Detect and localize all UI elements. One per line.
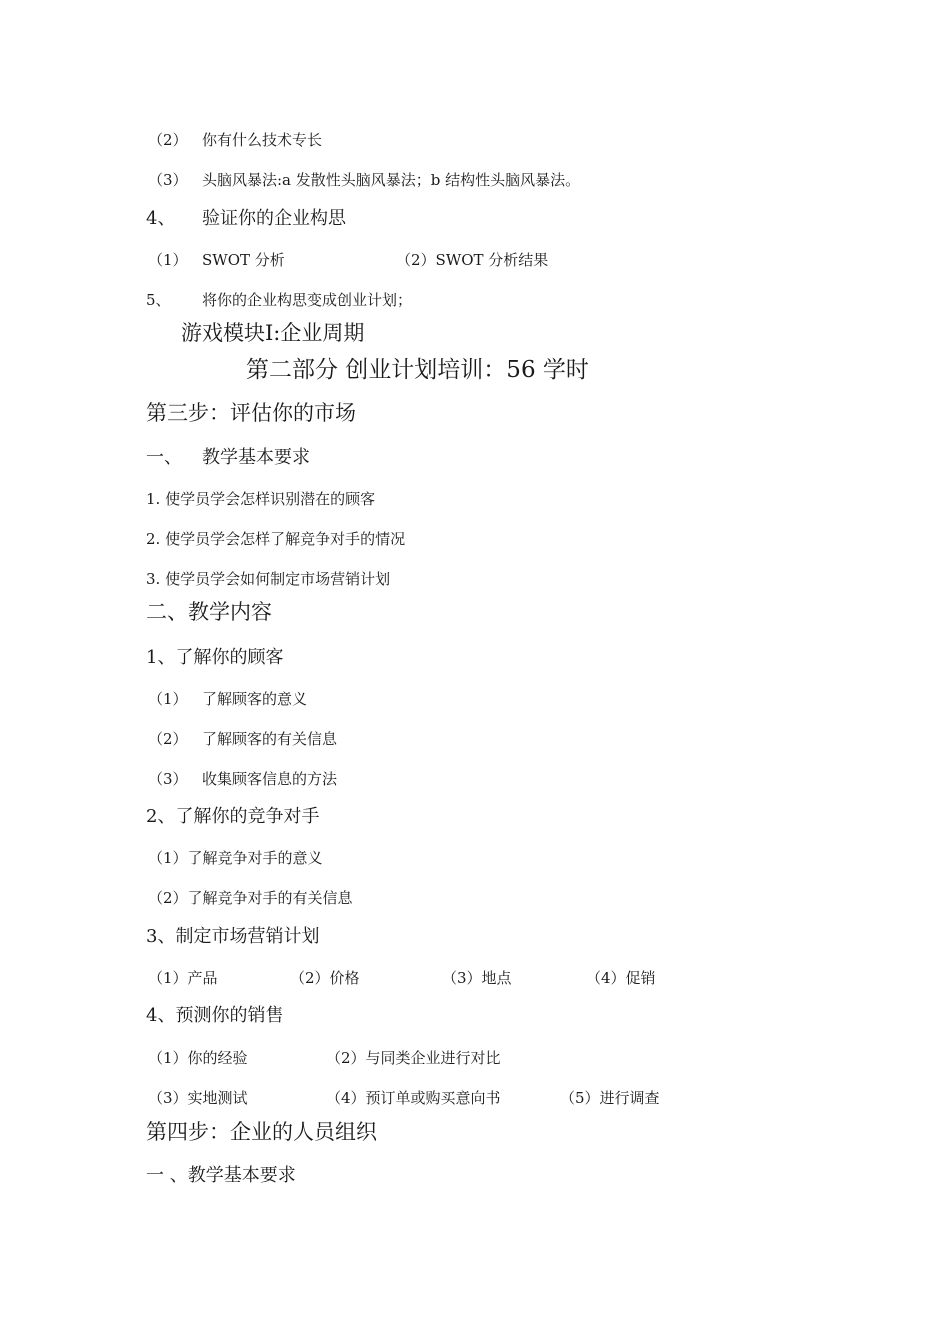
item-text: （3）地点 [442, 969, 512, 987]
item-text: （1）你的经验 [148, 1049, 248, 1067]
item-text: （2）与同类企业进行对比 [326, 1049, 501, 1067]
item-number: （3） [148, 171, 188, 189]
step-heading: 第三步：评估你的市场 [146, 401, 356, 425]
section-heading: 教学基本要求 [202, 447, 310, 468]
goal-item: 3. 使学员学会如何制定市场营销计划 [146, 570, 391, 588]
item-text: SWOT 分析 [202, 251, 285, 269]
item-text: 收集顾客信息的方法 [202, 770, 338, 788]
part-heading: 第二部分 创业计划培训：56 学时 [246, 357, 589, 383]
section-heading: 验证你的企业构思 [202, 208, 346, 229]
item-text: （5）进行调查 [560, 1089, 660, 1107]
goal-item: 2. 使学员学会怎样了解竞争对手的情况 [146, 530, 406, 548]
item-text: （4）促销 [586, 969, 656, 987]
subsection-heading: 1、了解你的顾客 [146, 647, 284, 668]
section-heading: 二、教学内容 [146, 600, 272, 624]
item-number: （3） [148, 770, 188, 788]
subsection-heading: 2、了解你的竞争对手 [146, 806, 320, 827]
item-text: （2）了解竞争对手的有关信息 [148, 889, 353, 907]
item-text: （4）预订单或购买意向书 [326, 1089, 501, 1107]
section-number: 5、 [146, 291, 171, 309]
item-text: 你有什么技术专长 [202, 131, 323, 149]
subsection-heading: 3、制定市场营销计划 [146, 926, 320, 947]
item-text: （2）价格 [290, 969, 360, 987]
item-number: （2） [148, 131, 188, 149]
item-text: 头脑风暴法:a 发散性头脑风暴法；b 结构性头脑风暴法。 [202, 171, 581, 189]
item-number: （1） [148, 690, 188, 708]
section-number: 一、 [146, 447, 182, 468]
section-heading: 一 、教学基本要求 [146, 1165, 296, 1186]
module-heading: 游戏模块Ⅰ:企业周期 [181, 321, 365, 345]
goal-item: 1. 使学员学会怎样识别潜在的顾客 [146, 490, 376, 508]
item-text: （2）SWOT 分析结果 [396, 251, 549, 269]
item-text: （3）实地测试 [148, 1089, 248, 1107]
item-number: （1） [148, 251, 188, 269]
subsection-heading: 4、预测你的销售 [146, 1005, 284, 1026]
item-text: （1）了解竞争对手的意义 [148, 849, 323, 867]
item-text: 将你的企业构思变成创业计划； [202, 291, 413, 309]
section-number: 4、 [146, 208, 176, 229]
item-text: 了解顾客的有关信息 [202, 730, 338, 748]
item-text: （1）产品 [148, 969, 218, 987]
item-number: （2） [148, 730, 188, 748]
step-heading: 第四步：企业的人员组织 [146, 1120, 377, 1144]
item-text: 了解顾客的意义 [202, 690, 308, 708]
